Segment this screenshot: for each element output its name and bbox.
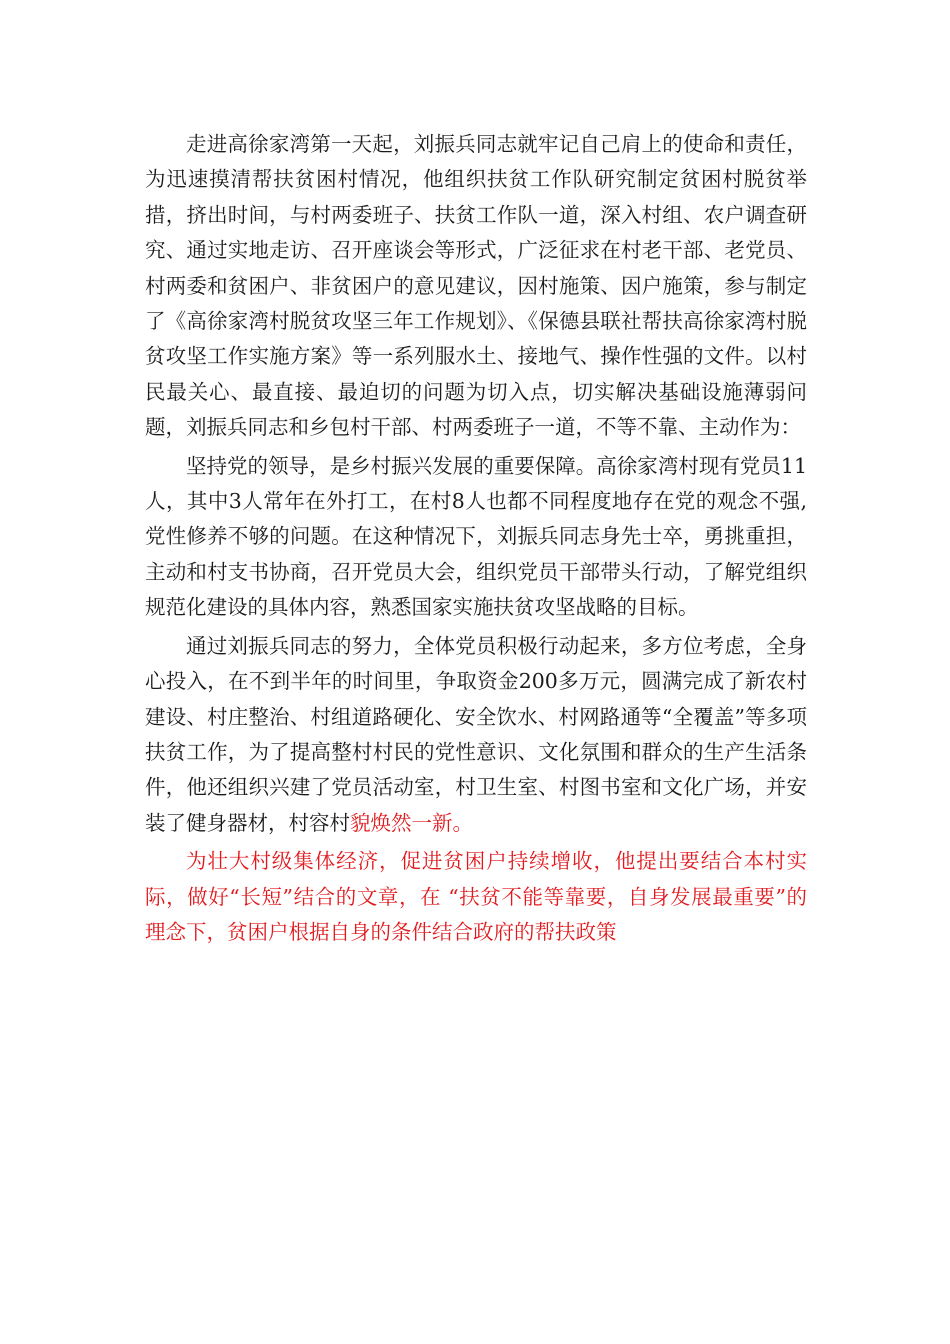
paragraph-3-red-text: 貌焕然一新。 <box>350 810 473 835</box>
document-body <box>145 127 807 953</box>
paragraph-1: 走进高徐家湾第一天起，刘振兵同志就牢记自己肩上的使命和责任，为迅速摸清帮扶贫困村情况，他组织扶贫工作队研究制定贫困村脱贫举措，挤出时间，与村两委班子、扶贫工作队一道，深入村组、农户调查研究、通过实地走访、召开座谈会等形式，广泛征求在村老干部、老党员、村两委和贫困户、非贫困户的意见建议，因村施策、因户施策，参与制定了《高徐家湾村脱贫攻坚三年工作规划》、《保德县联社帮扶高徐家湾村脱贫攻坚工作实施方案》等一系列服水土、接地气、操作性强的文件。以村民最关心、最直接、最迫切的问题为切入点，切实解决基础设施薄弱问题，刘振兵同志和乡包村干部、村两委班子一道，不等不靠、主动作为： <box>145 132 807 440</box>
paragraph-3-black-text: 通过刘振兵同志的努力，全体党员积极行动起来，多方位考虑，全身心投入，在不到半年的时间里，争取资金200多万元，圆满完成了新农村建设、村庄整治、村组道路硬化、安全饮水、村网路通等“全覆盖”等多项扶贫工作，为了提高整村村民的党性意识、文化氛围和群众的生产生活条件，他还组织兴建了党员活动室，村卫生室、村图书室和文化广场，并安装了健身器材，村容村 <box>145 633 807 835</box>
paragraph-4: 为壮大村级集体经济，促进贫困户持续增收，他提出要结合本村实际，做好“长短”结合的文章，在 “扶贫不能等靠要，自身发展最重要”的理念下，贫困户根据自身的条件结合政府的帮扶政策 <box>145 849 807 944</box>
paragraph-2: 坚持党的领导，是乡村振兴发展的重要保障。高徐家湾村现有党员11人，其中3人常年在外打工，在村8人也都不同程度地存在党的观念不强,党性修养不够的问题。在这种情况下，刘振兵同志身先士卒，勇挑重担，主动和村支书协商，召开党员大会，组织党员干部带头行动，了解党组织规范化建设的具体内容，熟悉国家实施扶贫攻坚战略的目标。 <box>145 453 807 620</box>
paragraph-3 <box>145 629 807 841</box>
